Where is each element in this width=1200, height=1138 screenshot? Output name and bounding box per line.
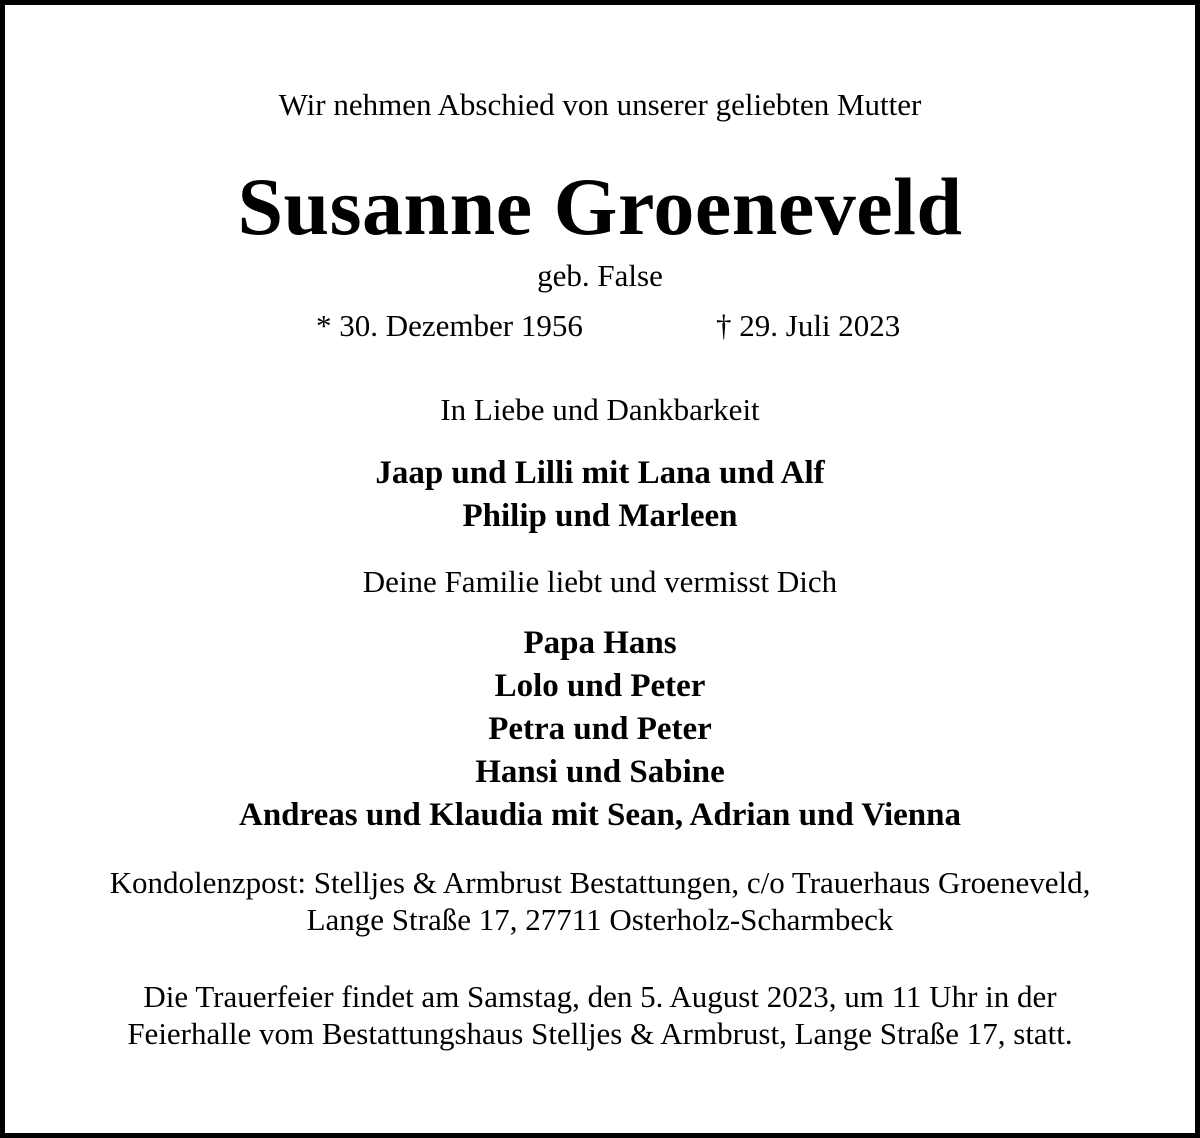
deceased-name: Susanne Groeneveld <box>237 161 963 252</box>
group1-heading: In Liebe und Dankbarkeit <box>440 392 760 427</box>
mourner-line: Andreas und Klaudia mit Sean, Adrian und Vienna <box>239 797 961 833</box>
death-date: † 29. Juli 2023 <box>716 308 901 343</box>
condolence-address-line: Kondolenzpost: Stelljes & Armbrust Bestattungen, c/o Trauerhaus Groeneveld, <box>109 865 1091 900</box>
birth-date: * 30. Dezember 1956 <box>316 308 583 343</box>
mourner-line: Papa Hans <box>523 625 677 661</box>
ceremony-info-line: Feierhalle vom Bestattungshaus Stelljes & Armbrust, Lange Straße 17, statt. <box>127 1016 1073 1051</box>
condolence-address-line: Lange Straße 17, 27711 Osterholz-Scharmbeck <box>306 902 894 937</box>
mourner-line: Hansi und Sabine <box>475 754 725 790</box>
mourner-line: Petra und Peter <box>488 711 712 747</box>
intro-line: Wir nehmen Abschied von unserer geliebten Mutter <box>278 87 922 122</box>
mourner-line: Jaap und Lilli mit Lana und Alf <box>375 455 825 491</box>
mourner-line: Philip und Marleen <box>462 498 738 534</box>
life-dates <box>0 308 1200 344</box>
ceremony-info-line: Die Trauerfeier findet am Samstag, den 5. August 2023, um 11 Uhr in der <box>143 979 1057 1014</box>
maiden-name: geb. False <box>537 258 663 293</box>
group2-heading: Deine Familie liebt und vermisst Dich <box>362 564 838 599</box>
mourner-line: Lolo und Peter <box>494 668 706 704</box>
